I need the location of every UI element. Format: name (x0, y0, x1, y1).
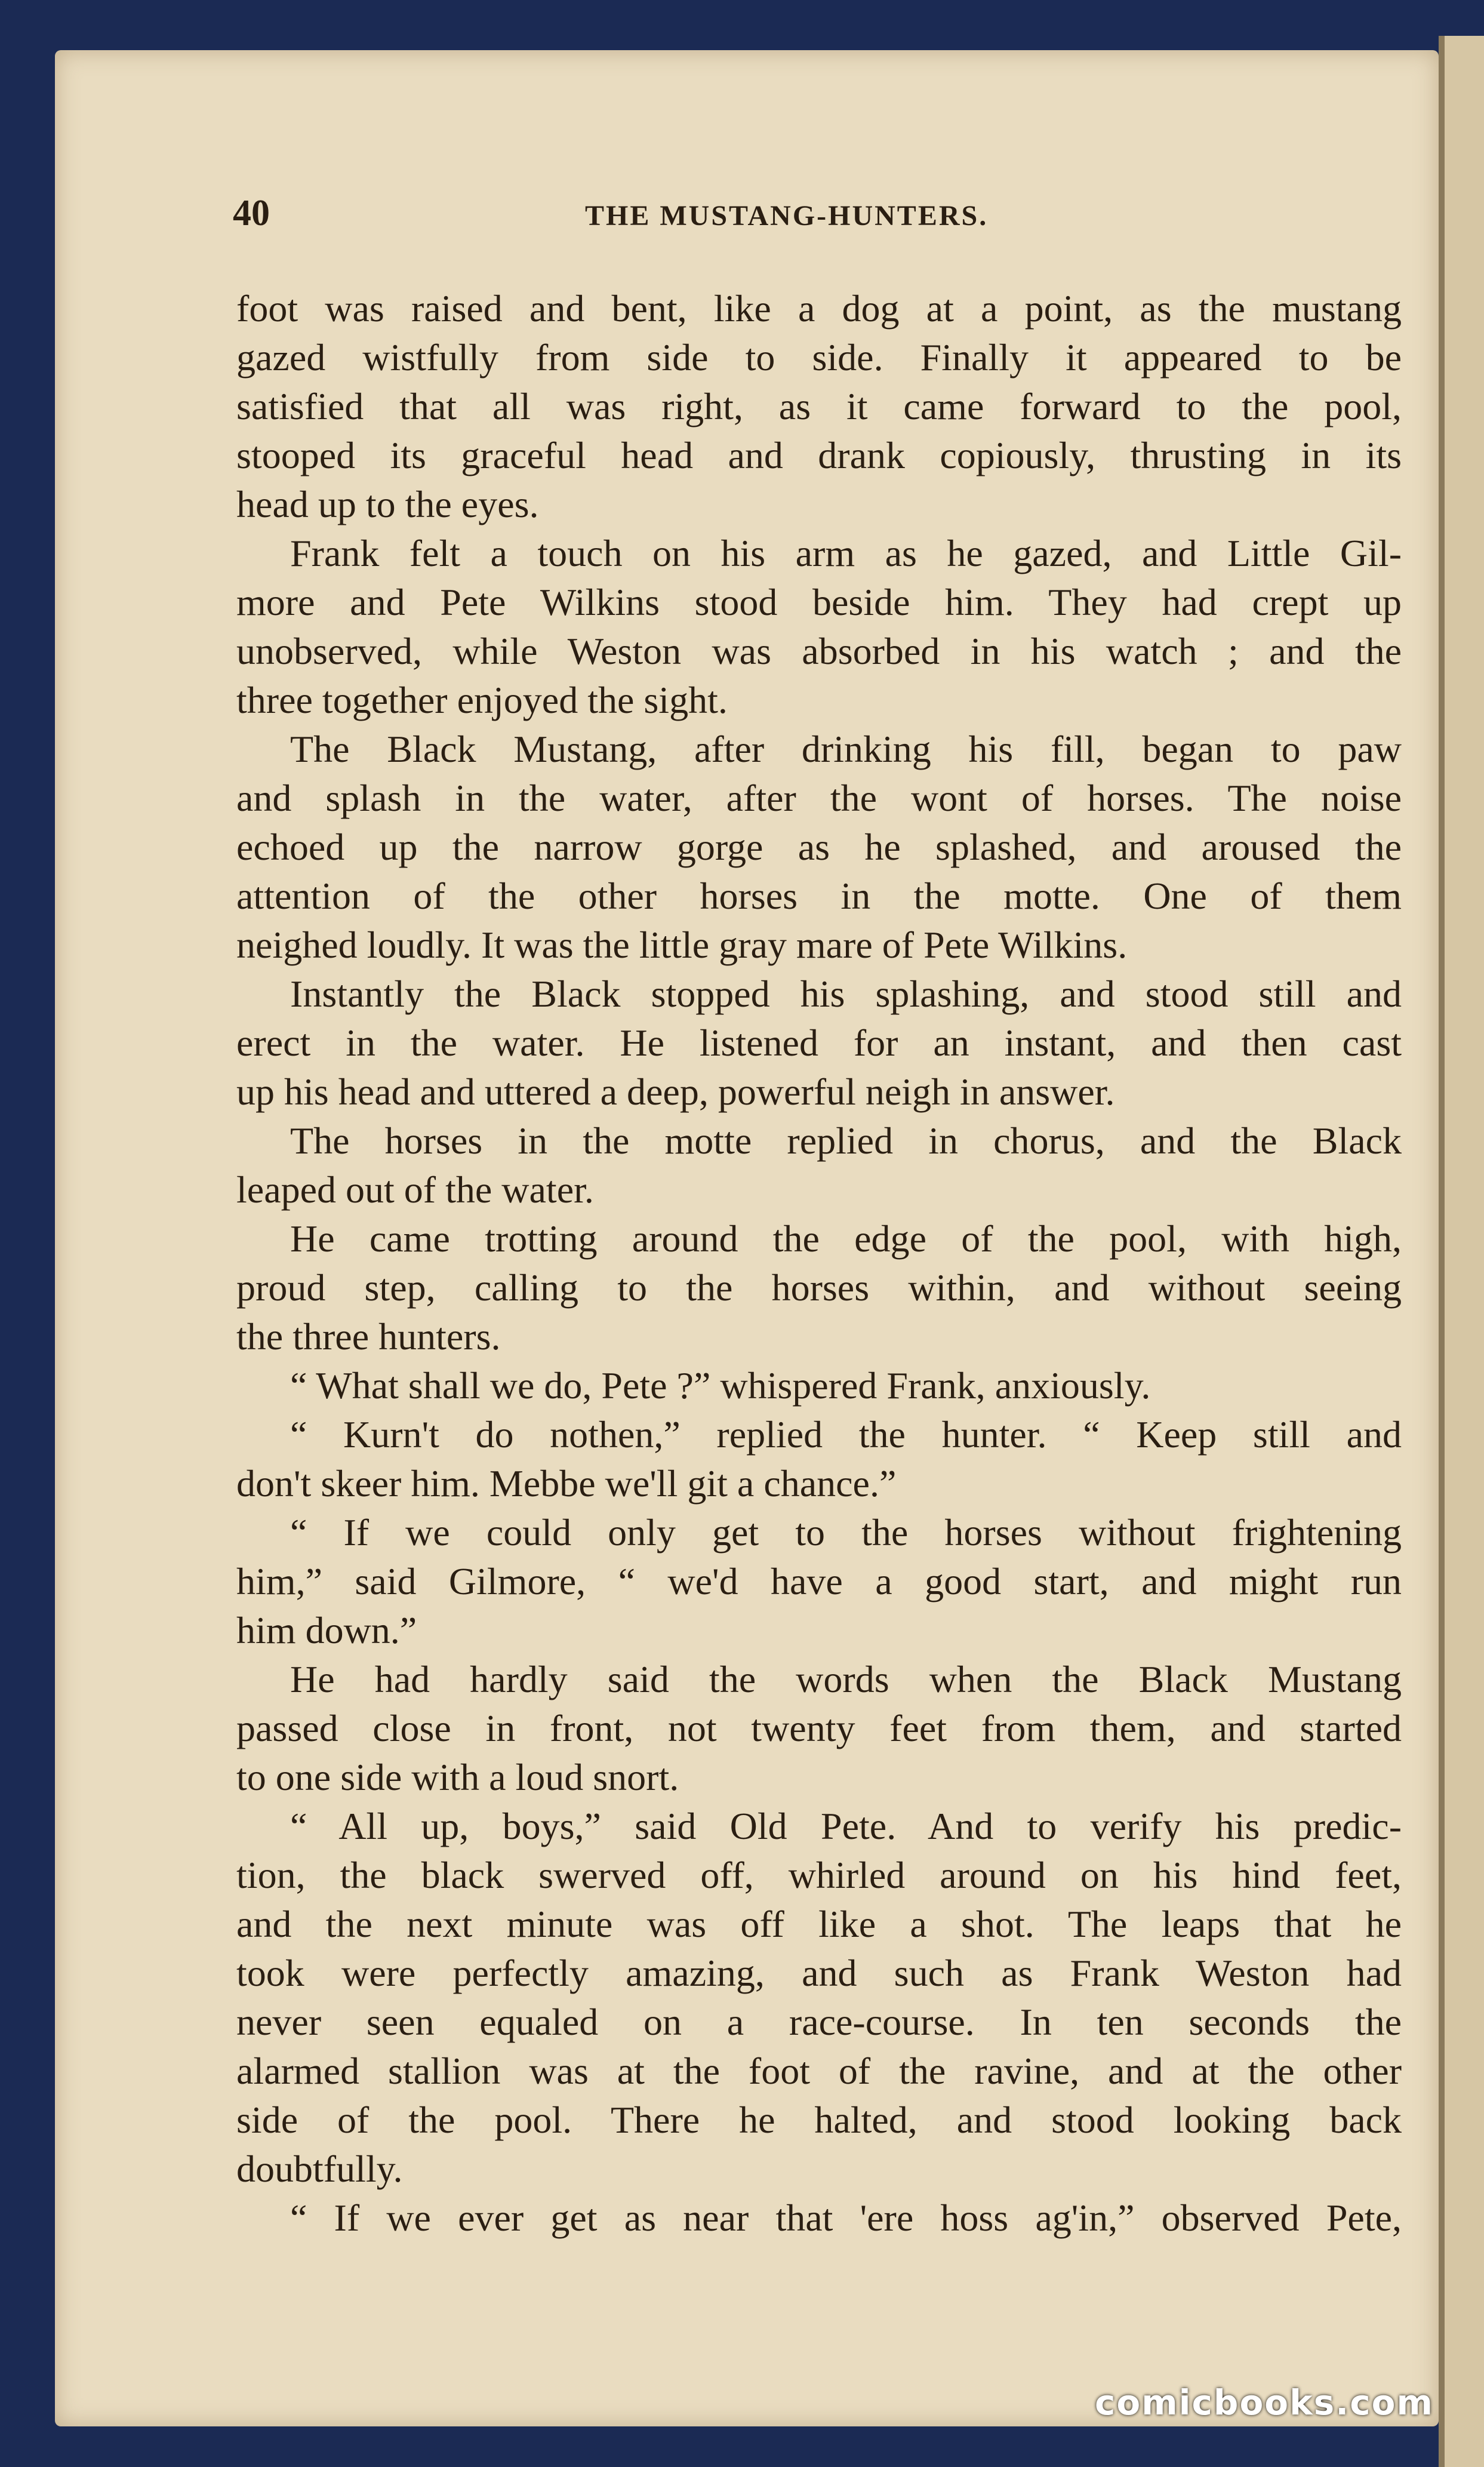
text-line: tion, the black swerved off, whirled around on his hind feet, (236, 1854, 1402, 1896)
text-line: and the next minute was off like a shot. The leaps that he (236, 1903, 1402, 1945)
text-line: “ If we ever get as near that 'ere hoss ag'in,” observed Pete, (290, 2197, 1402, 2239)
text-line: took were perfectly amazing, and such as Frank Weston had (236, 1952, 1402, 1994)
text-line: and splash in the water, after the wont of horses. The noise (236, 777, 1402, 819)
page-gutter-shadow (1439, 36, 1445, 2467)
text-line: leaped out of the water. (236, 1168, 594, 1211)
text-line: proud step, calling to the horses within, and without seeing (236, 1266, 1402, 1309)
text-line: He came trotting around the edge of the pool, with high, (290, 1217, 1402, 1260)
text-line: unobserved, while Weston was absorbed in his watch ; and the (236, 630, 1402, 672)
text-line: “ All up, boys,” said Old Pete. And to verify his predic- (290, 1805, 1402, 1847)
text-line: passed close in front, not twenty feet from them, and started (236, 1707, 1402, 1749)
text-line: head up to the eyes. (236, 483, 539, 525)
text-line: three together enjoyed the sight. (236, 679, 728, 721)
text-line: stooped its graceful head and drank copiously, thrusting in its (236, 434, 1402, 476)
text-line: gazed wistfully from side to side. Finally it appeared to be (236, 336, 1402, 379)
text-line: foot was raised and bent, like a dog at a point, as the mustang (236, 287, 1402, 330)
text-line: The Black Mustang, after drinking his fill, began to paw (290, 728, 1402, 770)
text-line: more and Pete Wilkins stood beside him. They had crept up (236, 581, 1402, 623)
text-line: Frank felt a touch on his arm as he gazed, and Little Gil- (290, 532, 1402, 574)
text-line: echoed up the narrow gorge as he splashed, and aroused the (236, 826, 1402, 868)
text-line: He had hardly said the words when the Black Mustang (290, 1658, 1402, 1700)
text-line: satisfied that all was right, as it came forward to the pool, (236, 385, 1402, 427)
facing-page-edge (1439, 36, 1484, 2467)
text-line: “ What shall we do, Pete ?” whispered Frank, anxiously. (290, 1364, 1151, 1407)
text-line: side of the pool. There he halted, and stood looking back (236, 2099, 1402, 2141)
page-header (233, 192, 1427, 246)
text-line: never seen equaled on a race-course. In ten seconds the (236, 2001, 1402, 2043)
text-line: up his head and uttered a deep, powerful neigh in answer. (236, 1071, 1115, 1113)
watermark: comicbooks.com (1095, 2382, 1434, 2423)
text-line: The horses in the motte replied in chorus, and the Black (290, 1119, 1402, 1162)
body-text (236, 284, 1402, 2243)
text-line: doubtfully. (236, 2148, 403, 2190)
text-line: neighed loudly. It was the little gray mare of Pete Wilkins. (236, 924, 1128, 966)
text-line: him,” said Gilmore, “ we'd have a good start, and might run (236, 1560, 1402, 1602)
running-title: THE MUSTANG-HUNTERS. (585, 200, 989, 232)
text-line: Instantly the Black stopped his splashing, and stood still and (290, 973, 1402, 1015)
text-line: attention of the other horses in the motte. One of them (236, 875, 1402, 917)
text-line: him down.” (236, 1609, 417, 1651)
text-line: to one side with a loud snort. (236, 1756, 679, 1798)
page-number: 40 (233, 193, 270, 233)
text-line: the three hunters. (236, 1315, 501, 1358)
text-line: “ If we could only get to the horses without frightening (290, 1511, 1402, 1554)
text-line: “ Kurn't do nothen,” replied the hunter. “ Keep still and (290, 1413, 1402, 1456)
text-line: alarmed stallion was at the foot of the ravine, and at the other (236, 2050, 1402, 2092)
text-line: erect in the water. He listened for an instant, and then cast (236, 1022, 1402, 1064)
text-line: don't skeer him. Mebbe we'll git a chance.” (236, 1462, 897, 1505)
